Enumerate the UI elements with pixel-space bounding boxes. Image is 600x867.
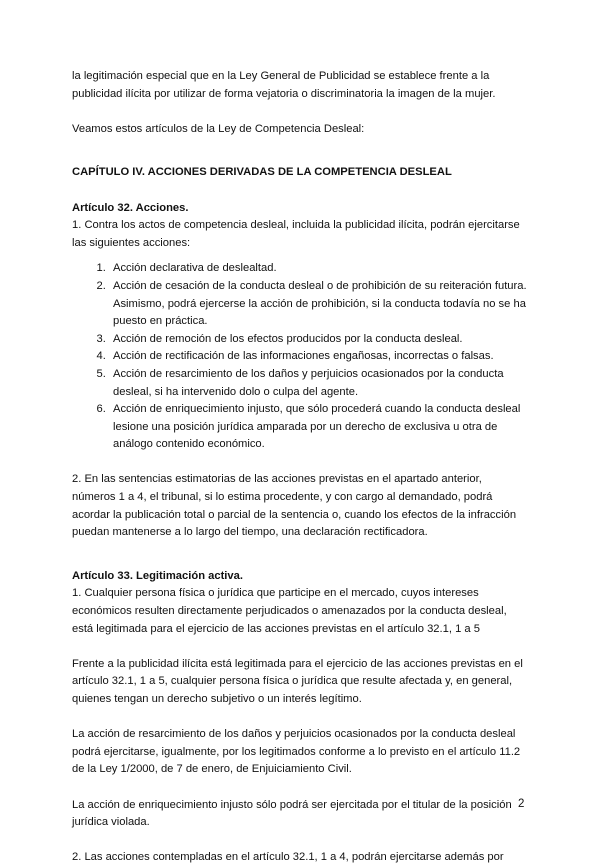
intro-lead-paragraph: Veamos estos artículos de la Ley de Competencia Desleal: (72, 122, 365, 135)
article-33-section (72, 568, 528, 867)
article-33-paragraph-2: Frente a la publicidad ilícita está legitimada para el ejercicio de las acciones previstas en el artículo 32.1, 1 a 5, cualquier persona física o jurídica que resulte afectada y, en general, quienes tengan un derecho subjetivo o un interés legítimo. (72, 657, 523, 705)
list-item: 6. Acción de enriquecimiento injusto, que sólo procederá cuando la conducta desleal lesione una posición jurídica amparada por un derecho de exclusiva u otra de análogo contenido económico. (109, 401, 528, 454)
page-number: 2 (518, 798, 525, 810)
article-32-heading: Artículo 32. Acciones. (72, 201, 189, 214)
article-33-paragraph-5: 2. Las acciones contempladas en el artículo 32.1, 1 a 4, podrán ejercitarse además por (72, 851, 504, 864)
article-33-paragraph-1: 1. Cualquier persona física o jurídica que participe en el mercado, cuyos intereses económicos resulten directamente perjudicados o amenazados por la conducta desleal, está legitimada para el ejercicio de las acciones previstas en el artículo 32.1, 1 a 5 (72, 587, 507, 635)
page-content (72, 68, 528, 867)
list-item: 5. Acción de resarcimiento de los daños y perjuicios ocasionados por la conducta desleal, si ha intervenido dolo o culpa del agente. (109, 366, 528, 401)
article-33-paragraph-4: La acción de enriquecimiento injusto sólo podrá ser ejercitada por el titular de la posición jurídica violada. (72, 798, 512, 829)
article-32-paragraph-2: 2. En las sentencias estimatorias de las acciones previstas en el apartado anterior, números 1 a 4, el tribunal, si lo estima procedente, y con cargo al demandado, podrá acordar la publicación total o parcial de la sentencia o, cuando los efectos de la infracción puedan mantenerse a lo largo del tiempo, una declaración rectificadora. (72, 473, 517, 539)
chapter-heading: CAPÍTULO IV. ACCIONES DERIVADAS DE LA COMPETENCIA DESLEAL (72, 166, 452, 179)
list-item: 2. Acción de cesación de la conducta desleal o de prohibición de su reiteración futura. Asimismo, podrá ejercerse la acción de prohibición, si la conducta todavía no se ha puesto en práctica. (109, 278, 528, 331)
article-33-paragraph-3: La acción de resarcimiento de los daños y perjuicios ocasionados por la conducta desleal podrá ejercitarse, igualmente, por los legitimados conforme a lo previsto en el artículo 11.2 de la Ley 1/2000, de 7 de enero, de Enjuiciamiento Civil. (72, 728, 521, 776)
list-item: 1. Acción declarativa de deslealtad. (109, 260, 528, 278)
article-33-heading: Artículo 33. Legitimación activa. (72, 569, 243, 582)
list-item: 4. Acción de rectificación de las informaciones engañosas, incorrectas o falsas. (109, 348, 528, 366)
list-item: 3. Acción de remoción de los efectos producidos por la conducta desleal. (109, 331, 528, 349)
article-32-section (72, 200, 528, 542)
article-32-action-list (72, 260, 528, 454)
intro-paragraph: la legitimación especial que en la Ley General de Publicidad se establece frente a la publicidad ilícita por utilizar de forma vejatoria o discriminatoria la imagen de la mujer. (72, 70, 496, 100)
article-32-paragraph-1: 1. Contra los actos de competencia desleal, incluida la publicidad ilícita, podrán ejercitarse las siguientes acciones: (72, 219, 520, 249)
